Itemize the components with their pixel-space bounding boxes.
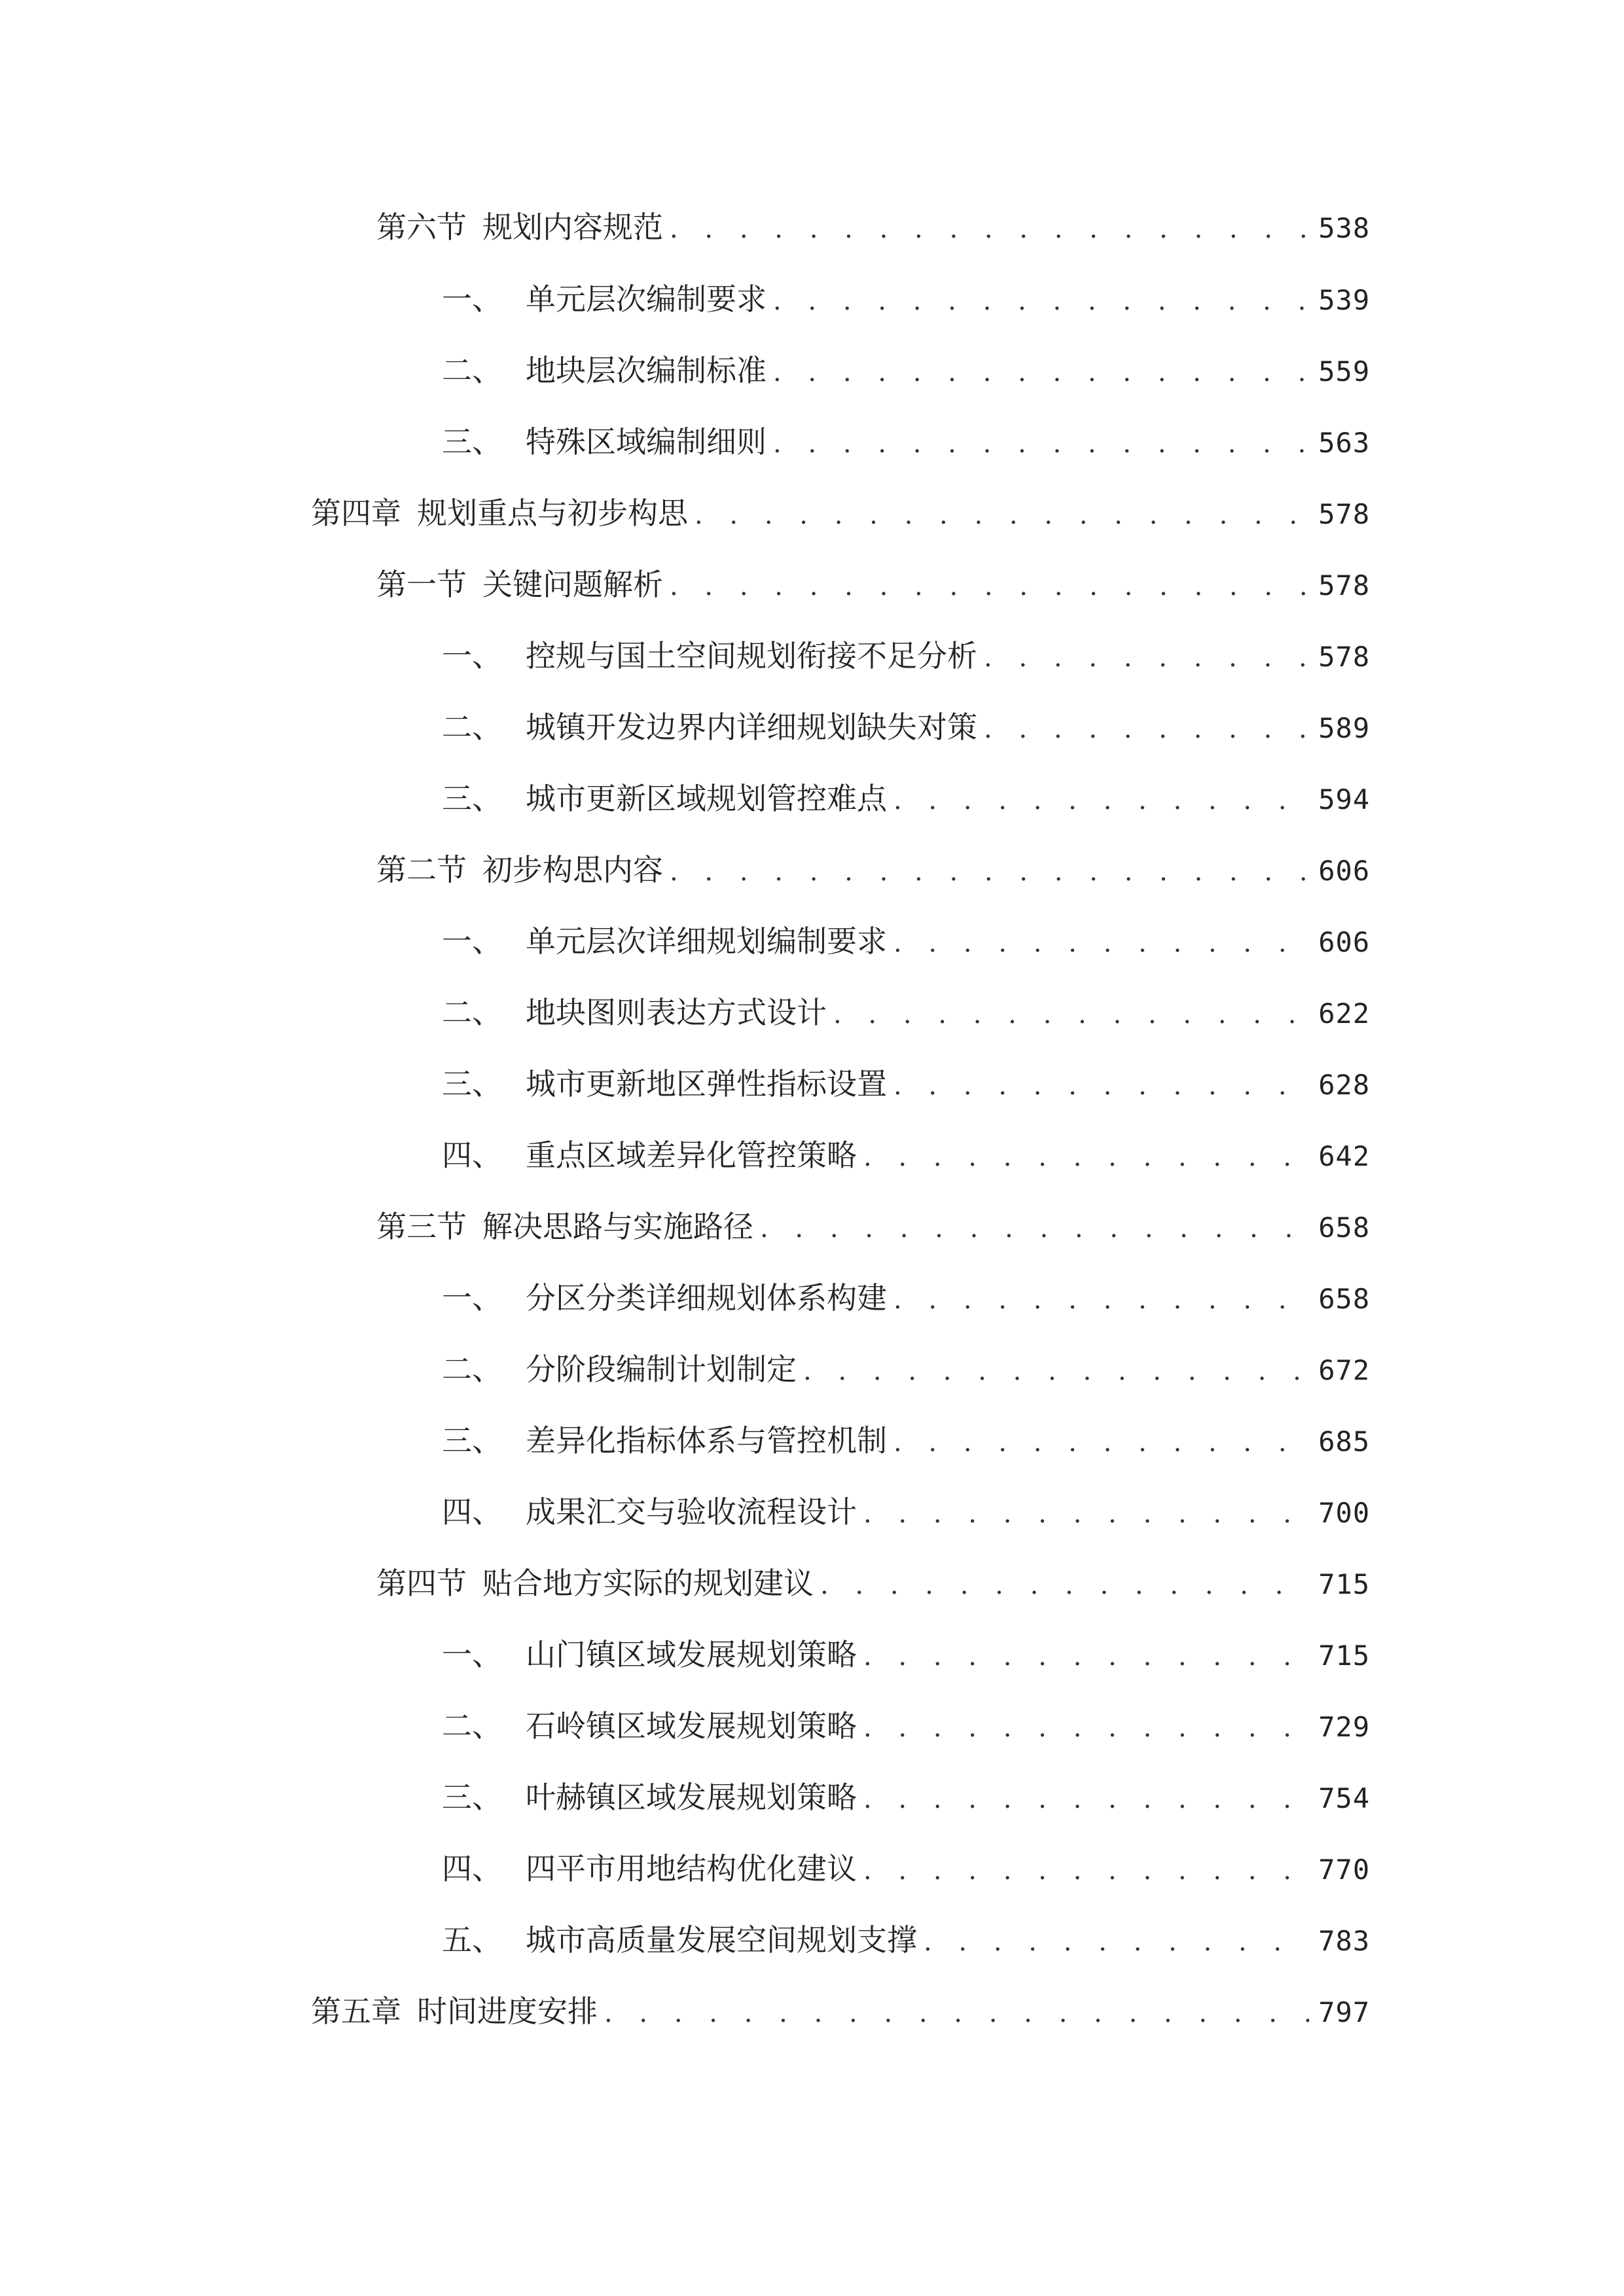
entry-title: 时间进度安排 <box>417 1994 598 2029</box>
entry-number: 四、 <box>442 1494 502 1530</box>
entry-number: 第二节 <box>376 852 467 888</box>
entry-title: 地块层次编制标准 <box>526 353 767 388</box>
dot-leader <box>893 930 1309 956</box>
entry-title: 城市高质量发展空间规划支撑 <box>526 1922 917 1958</box>
entry-title: 差异化指标体系与管控机制 <box>526 1423 887 1458</box>
entry-title: 四平市用地结构优化建议 <box>526 1851 857 1886</box>
dot-leader <box>893 1287 1309 1313</box>
dot-leader <box>863 1501 1309 1527</box>
toc-chapter-entry[interactable] <box>311 1981 1370 2029</box>
page-number: 589 <box>1318 712 1370 744</box>
toc-section-entry[interactable] <box>376 839 1370 888</box>
dot-leader <box>670 216 1309 242</box>
toc-item-entry[interactable] <box>442 1053 1370 1102</box>
page-number: 658 <box>1318 1211 1370 1244</box>
dot-leader <box>820 1572 1309 1598</box>
page-number: 770 <box>1318 1854 1370 1886</box>
page-number: 538 <box>1318 212 1370 244</box>
toc-item-entry[interactable] <box>442 1124 1370 1173</box>
page-number: 715 <box>1318 1568 1370 1600</box>
page-number: 658 <box>1318 1283 1370 1315</box>
entry-number: 四、 <box>442 1851 502 1886</box>
dot-leader <box>893 1429 1309 1456</box>
entry-number: 二、 <box>442 1708 502 1744</box>
dot-leader <box>984 716 1309 742</box>
dot-leader <box>695 502 1309 528</box>
toc-section-entry[interactable] <box>376 1196 1370 1242</box>
entry-title: 石岭镇区域发展规划策略 <box>526 1708 857 1744</box>
entry-number: 三、 <box>442 424 502 459</box>
page-number: 563 <box>1318 427 1370 459</box>
page-number: 606 <box>1318 855 1370 887</box>
entry-title: 地块图则表达方式设计 <box>526 995 827 1030</box>
entry-number: 三、 <box>442 1423 502 1458</box>
entry-title: 城市更新地区弹性指标设置 <box>526 1066 887 1102</box>
page-number: 628 <box>1318 1069 1370 1101</box>
entry-number: 一、 <box>442 1637 502 1672</box>
dot-leader <box>893 787 1309 814</box>
entry-title: 成果汇交与验收流程设计 <box>526 1494 857 1530</box>
page-number: 754 <box>1318 1782 1370 1814</box>
entry-title: 初步构思内容 <box>482 852 663 888</box>
toc-item-entry[interactable] <box>442 1838 1370 1884</box>
page-number: 539 <box>1318 284 1370 316</box>
entry-number: 三、 <box>442 1066 502 1102</box>
dot-leader <box>984 645 1309 671</box>
page-number: 578 <box>1318 569 1370 601</box>
entry-title: 特殊区域编制细则 <box>526 424 767 459</box>
entry-title: 关键问题解析 <box>482 567 663 602</box>
entry-number: 第四节 <box>376 1566 467 1601</box>
page-number: 685 <box>1318 1426 1370 1458</box>
entry-title: 单元层次编制要求 <box>526 281 767 317</box>
entry-title: 重点区域差异化管控策略 <box>526 1138 857 1173</box>
entry-number: 一、 <box>442 924 502 959</box>
toc-item-entry[interactable] <box>442 1767 1370 1815</box>
entry-number: 三、 <box>442 781 502 816</box>
entry-number: 二、 <box>442 353 502 388</box>
entry-number: 第六节 <box>376 209 467 245</box>
dot-leader <box>773 359 1309 386</box>
page-number: 729 <box>1318 1711 1370 1743</box>
toc-item-entry[interactable] <box>442 1410 1370 1456</box>
entry-title: 分区分类详细规划体系构建 <box>526 1280 887 1316</box>
page-number: 559 <box>1318 355 1370 387</box>
toc-item-entry[interactable] <box>442 411 1370 457</box>
dot-leader <box>773 288 1309 314</box>
page-number: 783 <box>1318 1925 1370 1957</box>
entry-number: 五、 <box>442 1922 502 1958</box>
dot-leader <box>924 1929 1309 1955</box>
entry-number: 第三节 <box>376 1209 467 1244</box>
page-number: 672 <box>1318 1354 1370 1386</box>
entry-title: 解决思路与实施路径 <box>482 1209 753 1244</box>
entry-number: 二、 <box>442 709 502 745</box>
entry-number: 二、 <box>442 995 502 1030</box>
entry-title: 控规与国土空间规划衔接不足分析 <box>526 638 977 673</box>
dot-leader <box>803 1358 1309 1384</box>
page-number: 700 <box>1318 1497 1370 1529</box>
page-number: 797 <box>1318 1996 1370 2028</box>
dot-leader <box>604 2000 1309 2026</box>
entry-title: 城市更新区域规划管控难点 <box>526 781 887 816</box>
page-number: 578 <box>1318 641 1370 673</box>
entry-number: 一、 <box>442 281 502 317</box>
toc-section-entry[interactable] <box>376 1552 1370 1601</box>
entry-title: 贴合地方实际的规划建议 <box>482 1566 814 1601</box>
entry-title: 规划内容规范 <box>482 209 663 245</box>
toc-item-entry[interactable] <box>442 910 1370 959</box>
toc-chapter-entry[interactable] <box>311 482 1370 531</box>
entry-number: 三、 <box>442 1780 502 1815</box>
entry-number: 一、 <box>442 638 502 673</box>
entry-number: 第四章 <box>311 495 401 531</box>
entry-number: 四、 <box>442 1138 502 1173</box>
dot-leader <box>863 1144 1309 1170</box>
dot-leader <box>773 431 1309 457</box>
entry-number: 一、 <box>442 1280 502 1316</box>
toc-item-entry[interactable] <box>442 768 1370 814</box>
toc-section-entry[interactable] <box>376 554 1370 600</box>
entry-title: 叶赫镇区域发展规划策略 <box>526 1780 857 1815</box>
dot-leader <box>893 1073 1309 1099</box>
toc-item-entry[interactable] <box>442 696 1370 745</box>
toc-item-entry[interactable] <box>442 268 1370 317</box>
page-number: 622 <box>1318 997 1370 1030</box>
entry-title: 单元层次详细规划编制要求 <box>526 924 887 959</box>
toc-item-entry[interactable] <box>442 1481 1370 1530</box>
entry-title: 分阶段编制计划制定 <box>526 1352 797 1387</box>
dot-leader <box>863 1786 1309 1812</box>
toc-item-entry[interactable] <box>442 625 1370 671</box>
dot-leader <box>670 859 1309 885</box>
toc-item-entry[interactable] <box>442 982 1370 1028</box>
toc-item-entry[interactable] <box>442 1624 1370 1670</box>
page-number: 594 <box>1318 783 1370 816</box>
toc-item-entry[interactable] <box>442 1338 1370 1387</box>
dot-leader <box>670 573 1309 600</box>
entry-title: 城镇开发边界内详细规划缺失对策 <box>526 709 977 745</box>
dot-leader <box>833 1001 1309 1028</box>
page-number: 642 <box>1318 1140 1370 1172</box>
toc-item-entry[interactable] <box>442 1267 1370 1316</box>
toc-item-entry[interactable] <box>442 340 1370 386</box>
toc-item-entry[interactable] <box>442 1909 1370 1958</box>
page-number: 715 <box>1318 1640 1370 1672</box>
dot-leader <box>863 1715 1309 1741</box>
entry-number: 二、 <box>442 1352 502 1387</box>
page-number: 606 <box>1318 926 1370 958</box>
dot-leader <box>760 1215 1309 1242</box>
entry-number: 第五章 <box>311 1994 401 2029</box>
page-number: 578 <box>1318 498 1370 530</box>
toc-item-entry[interactable] <box>442 1695 1370 1744</box>
entry-title: 山门镇区域发展规划策略 <box>526 1637 857 1672</box>
toc-section-entry[interactable] <box>376 196 1370 245</box>
entry-number: 第一节 <box>376 567 467 602</box>
dot-leader <box>863 1857 1309 1884</box>
dot-leader <box>863 1643 1309 1670</box>
entry-title: 规划重点与初步构思 <box>417 495 688 531</box>
